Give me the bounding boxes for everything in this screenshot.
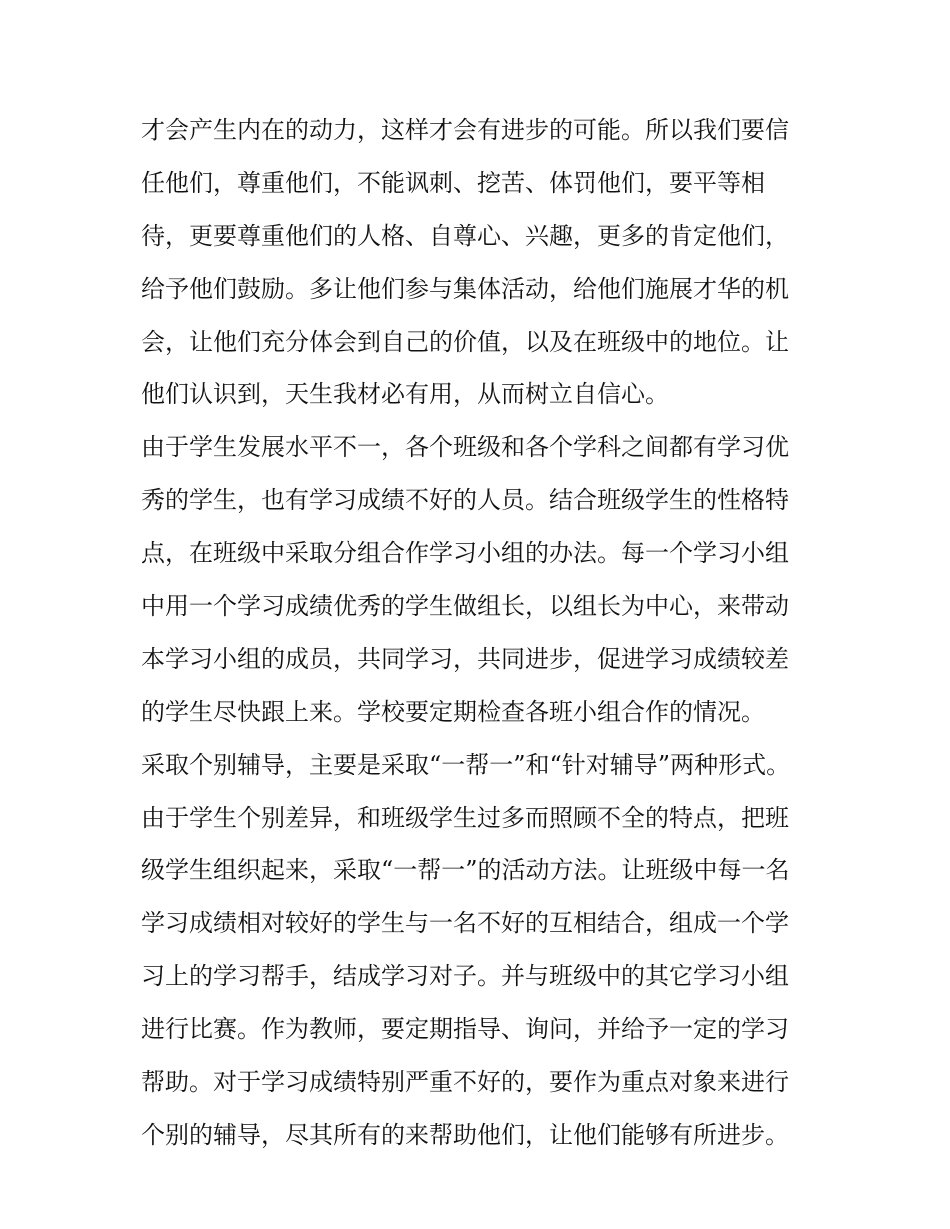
text-line: 习上的学习帮手，结成学习对子。并与班级中的其它学习小组 <box>141 962 789 991</box>
text-line: 由于学生发展水平不一，各个班级和各个学科之间都有学习优 <box>141 433 789 462</box>
text-line: 任他们，尊重他们，不能讽刺、挖苦、体罚他们，要平等相 <box>141 168 765 197</box>
text-line: 秀的学生，也有学习成绩不好的人员。结合班级学生的性格特 <box>141 486 789 515</box>
text-line: 采取个别辅导，主要是采取“一帮一”和“针对辅导”两种形式。 <box>141 750 791 779</box>
text-line: 给予他们鼓励。多让他们参与集体活动，给他们施展才华的机 <box>141 274 789 303</box>
text-line: 个别的辅导，尽其所有的来帮助他们，让他们能够有所进步。 <box>141 1120 789 1149</box>
text-line: 中用一个学习成绩优秀的学生做组长，以组长为中心，来带动 <box>141 592 789 621</box>
text-line: 进行比赛。作为教师，要定期指导、询问，并给予一定的学习 <box>141 1015 789 1044</box>
text-line: 会，让他们充分体会到自己的价值，以及在班级中的地位。让 <box>141 327 789 356</box>
text-line: 的学生尽快跟上来。学校要定期检查各班小组合作的情况。 <box>141 697 765 726</box>
text-line: 帮助。对于学习成绩特别严重不好的，要作为重点对象来进行 <box>141 1068 789 1097</box>
text-line: 级学生组织起来，采取“一帮一”的活动方法。让班级中每一名 <box>141 856 790 885</box>
text-line: 本学习小组的成员，共同学习，共同进步，促进学习成绩较差 <box>141 644 789 673</box>
text-line: 由于学生个别差异，和班级学生过多而照顾不全的特点，把班 <box>141 803 789 832</box>
document-body <box>141 104 831 1162</box>
text-line: 才会产生内在的动力，这样才会有进步的可能。所以我们要信 <box>141 116 789 144</box>
text-line: 点，在班级中采取分组合作学习小组的办法。每一个学习小组 <box>141 539 789 568</box>
text-line: 待，更要尊重他们的人格、自尊心、兴趣，更多的肯定他们， <box>141 221 789 250</box>
text-line: 他们认识到，天生我材必有用，从而树立自信心。 <box>141 380 669 409</box>
text-line: 学习成绩相对较好的学生与一名不好的互相结合，组成一个学 <box>141 909 789 938</box>
